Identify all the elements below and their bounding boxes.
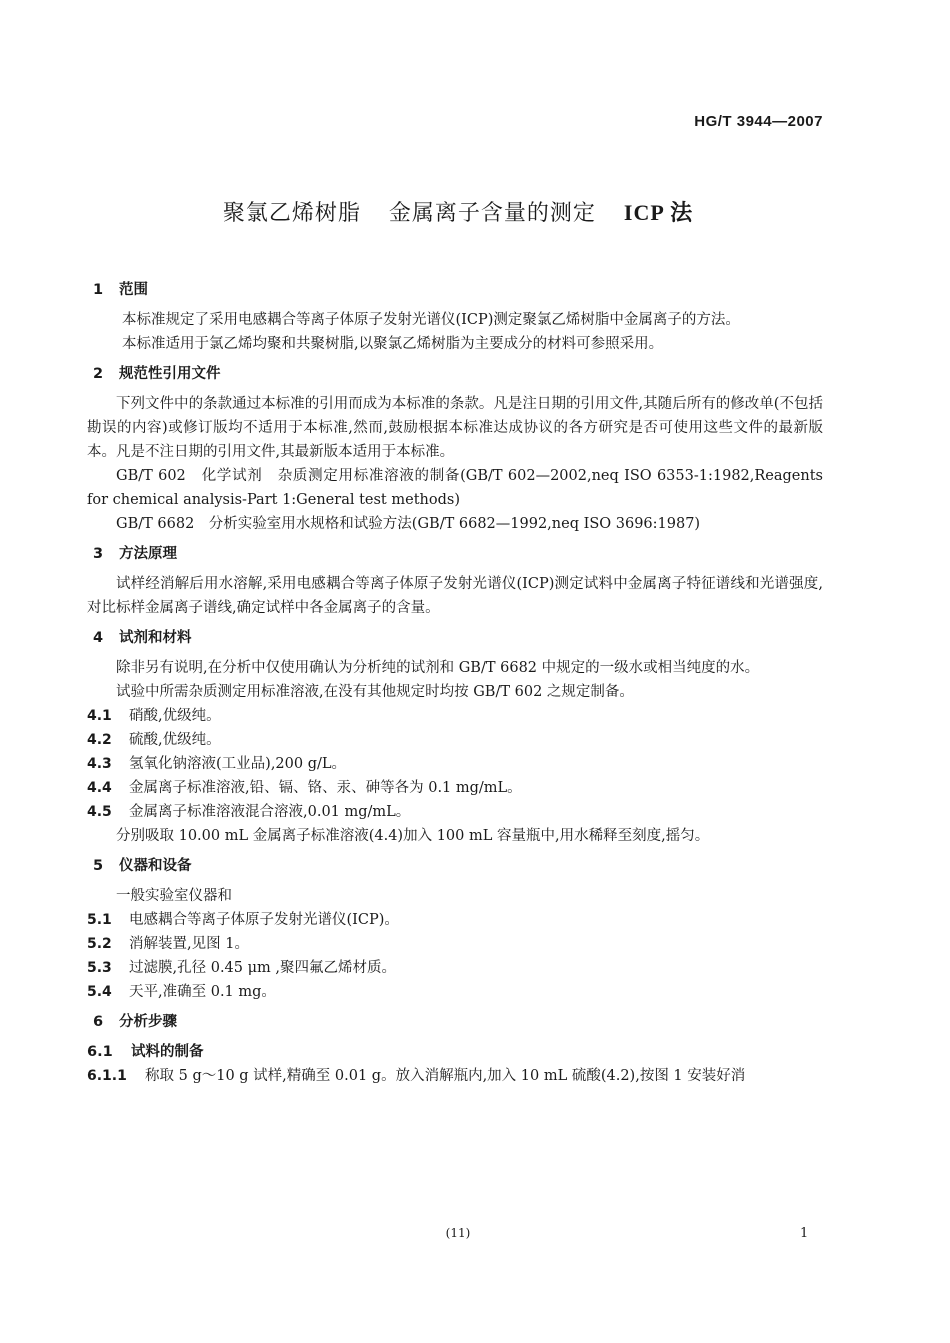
title-part-2: 金属离子含量的测定 [388,201,596,226]
section-5-heading: 5 仪器和设备 [93,858,192,874]
list-item: 4.3 氢氧化钠溶液(工业品),200 g/L。 [87,756,347,772]
document-body [87,278,823,1088]
section-2-heading: 2 规范性引用文件 [93,366,221,382]
section-1-heading: 1 范围 [93,282,148,298]
list-item: 4.5 金属离子标准溶液混合溶液,0.01 mg/mL。 [87,804,411,820]
page-number: 1 [800,1226,809,1241]
title-part-3: ICP 法 [623,200,694,225]
section-3-para-1: 试样经消解后用水溶解,采用电感耦合等离子体原子发射光谱仪(ICP)测定试料中金属离子特征谱线和光谱强度,对比标样金属离子谱线,确定试样中各金属离子的含量。 [87,576,823,616]
section-1-para-1: 本标准规定了采用电感耦合等离子体原子发射光谱仪(ICP)测定聚氯乙烯树脂中金属离子的方法。 [122,312,740,328]
section-6-1-heading: 6.1 试料的制备 [87,1044,204,1060]
section-4-para-2: 试验中所需杂质测定用标准溶液,在没有其他规定时均按 GB/T 602 之规定制备。 [116,684,634,700]
section-2-para-1: 下列文件中的条款通过本标准的引用而成为本标准的条款。凡是注日期的引用文件,其随后所有的修改单(不包括勘误的内容)或修订版均不适用于本标准,然而,鼓励根据本标准达成协议的各方研究是否可使用这些文件的最新版本。凡是不注日期的引用文件,其最新版本适用于本标准。 [87,396,823,460]
section-4-para-3: 分别吸取 10.00 mL 金属离子标准溶液(4.4)加入 100 mL 容量瓶中,用水稀释至刻度,摇匀。 [116,828,710,844]
section-6-heading: 6 分析步骤 [93,1014,177,1030]
section-3-heading: 3 方法原理 [93,546,177,562]
list-item: 5.3 过滤膜,孔径 0.45 μm ,聚四氟乙烯材质。 [87,960,397,976]
list-item: 6.1.1 称取 5 g～10 g 试样,精确至 0.01 g。放入消解瓶内,加入 10 mL 硫酸(4.2),按图 1 安装好消 [87,1068,746,1084]
reference-gbt-6682: GB/T 6682 分析实验室用水规格和试验方法(GB/T 6682—1992,neq ISO 3696:1987) [116,516,701,532]
list-item: 4.2 硫酸,优级纯。 [87,732,221,748]
list-item: 5.4 天平,准确至 0.1 mg。 [87,984,276,1000]
page-reference: (11) [445,1226,471,1240]
list-item: 5.1 电感耦合等离子体原子发射光谱仪(ICP)。 [87,912,399,928]
standard-code: HG/T 3944—2007 [694,113,823,130]
list-item: 5.2 消解装置,见图 1。 [87,936,249,952]
list-item: 4.4 金属离子标准溶液,铅、镉、铬、汞、砷等各为 0.1 mg/mL。 [87,780,522,796]
title-part-1: 聚氯乙烯树脂 [222,201,361,226]
document-title [0,196,916,227]
section-5-para-1: 一般实验室仪器和 [116,888,232,904]
section-4-heading: 4 试剂和材料 [93,630,192,646]
list-item: 4.1 硝酸,优级纯。 [87,708,221,724]
section-1-para-2: 本标准适用于氯乙烯均聚和共聚树脂,以聚氯乙烯树脂为主要成分的材料可参照采用。 [122,336,664,352]
reference-gbt-602: GB/T 602 化学试剂 杂质测定用标准溶液的制备(GB/T 602—2002,neq ISO 6353-1:1982,Reagents for chemical analysis-Part 1:General test methods) [87,468,823,508]
section-4-para-1: 除非另有说明,在分析中仅使用确认为分析纯的试剂和 GB/T 6682 中规定的一级水或相当纯度的水。 [116,660,760,676]
